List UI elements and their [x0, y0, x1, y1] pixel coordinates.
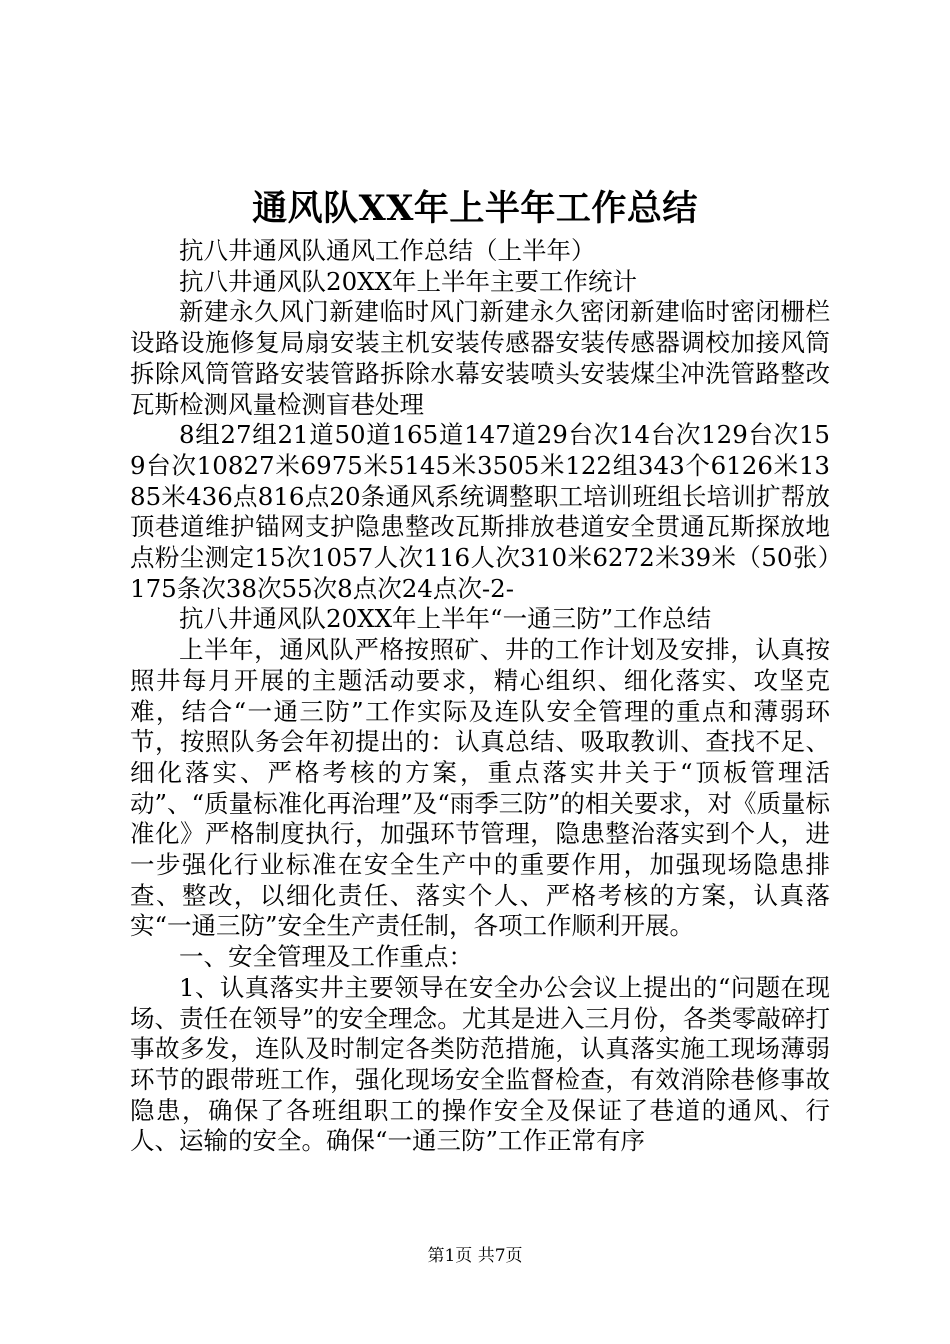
paragraph-item-1: 1、认真落实井主要领导在安全办公会议上提出的“问题在现场、责任在领导”的安全理念。尤其是进入三月份，各类零敲碎打事故多发，连队及时制定各类防范措施，认真落实施工现场薄弱环节的跟带班工作，强化现场安全监督检查，有效消除巷修事故隐患，确保了各班组职工的操作安全及保证了巷道的通风、行人、运输的安全。确保“一通三防”工作正常有序: [130, 972, 830, 1156]
paragraph-overview: 上半年，通风队严格按照矿、井的工作计划及安排，认真按照井每月开展的主题活动要求，精心组织、细化落实、攻坚克难，结合“一通三防”工作实际及连队安全管理的重点和薄弱环节，按照队务会年初提出的：认真总结、吸取教训、查找不足、细化落实、严格考核的方案，重点落实井关于“顶板管理活动”、“质量标准化再治理”及“雨季三防”的相关要求，对《质量标准化》严格制度执行，加强环节管理，隐患整治落实到个人，进一步强化行业标准在安全生产中的重要作用，加强现场隐患排查、整改，以细化责任、落实个人、严格考核的方案，认真落实“一通三防”安全生产责任制，各项工作顺利开展。: [130, 635, 830, 941]
paragraph-statistics-heading: 抗八井通风队20XX年上半年主要工作统计: [179, 266, 638, 296]
section-heading-safety: 一、安全管理及工作重点：: [179, 942, 473, 972]
paragraph-work-items: 新建永久风门新建临时风门新建永久密闭新建临时密闭栅栏设路设施修复局扇安装主机安装传感器安装传感器调校加接风筒拆除风筒管路安装管路拆除水幕安装喷头安装煤尘冲洗管路整改瓦斯检测风量检测盲巷处理: [130, 297, 830, 419]
page-number-footer: 第1页 共7页: [427, 1246, 523, 1266]
paragraph-subtitle: 抗八井通风队通风工作总结（上半年）: [179, 236, 596, 265]
document-title: 通风队XX年上半年工作总结: [252, 188, 698, 229]
paragraph-summary-heading: 抗八井通风队20XX年上半年“一通三防”工作总结: [179, 604, 712, 634]
document-body: [130, 236, 830, 1157]
paragraph-work-figures: 8组27组21道50道165道147道29台次14台次129台次159台次10827米6975米5145米3505米122组343个6126米1385米436点816点20条通风系统调整职工培训班组长培训扩帮放顶巷道维护锚网支护隐患整改瓦斯排放巷道安全贯通瓦斯探放地点粉尘测定15次1057人次116人次310米6272米39米（50张）175条次38次55次8点次24点次-2-: [130, 420, 830, 603]
